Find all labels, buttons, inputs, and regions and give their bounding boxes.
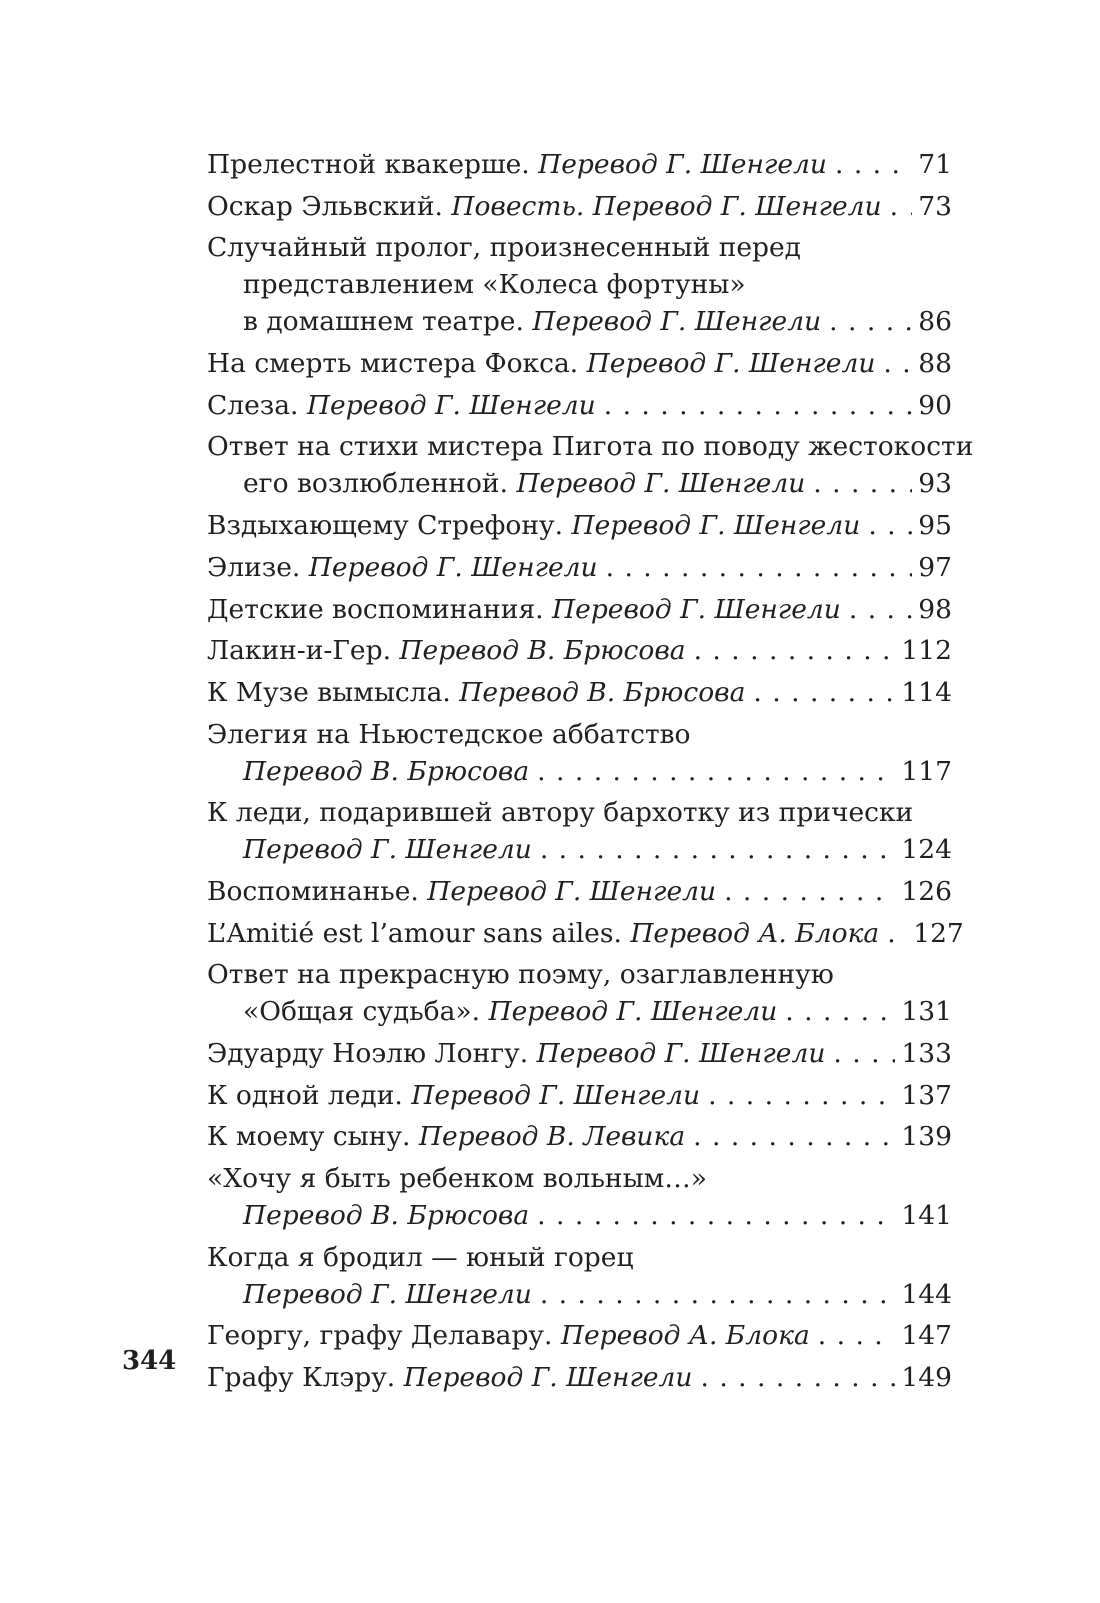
entry-page: 93 [918, 468, 952, 500]
entry-translator: Перевод Г. Шенгели [243, 834, 532, 866]
toc-entry [207, 632, 952, 669]
dot-leader [833, 1035, 895, 1072]
entry-translator: Перевод Г. Шенгели [243, 1278, 532, 1310]
toc-line [207, 753, 952, 790]
entry-title: Случайный пролог, произнесенный перед [207, 232, 801, 264]
entry-page: 88 [918, 348, 952, 380]
toc-entry [207, 1077, 952, 1114]
toc-entry [207, 873, 952, 910]
entry-translator: Перевод Г. Шенгели [306, 389, 596, 421]
entry-translator: Перевод Г. Шенгели [488, 996, 778, 1028]
entry-title: «Общая судьба». [243, 996, 489, 1028]
toc-line [207, 632, 952, 669]
entry-translator: Перевод Г. Шенгели [427, 875, 717, 907]
entry-title: его возлюбленной. [243, 468, 517, 500]
toc-entry [207, 794, 952, 868]
entry-title: К моему сыну. [207, 1121, 419, 1153]
entry-translator: Перевод Г. Шенгели [552, 593, 841, 625]
entry-title: На смерть мистера Фокса. [207, 348, 587, 380]
toc-line [207, 591, 952, 628]
entry-page: 90 [918, 389, 952, 421]
toc-line [207, 188, 952, 225]
entry-page: 112 [901, 635, 952, 667]
entry-title: Ответ на прекрасную поэму, озаглавленную [207, 959, 834, 991]
entry-title: Ответ на стихи мистера Пигота по поводу жестокости [207, 431, 974, 463]
toc-line [207, 303, 952, 340]
entry-page: 144 [901, 1278, 952, 1310]
toc-line [207, 794, 952, 831]
entry-page: 117 [901, 755, 952, 787]
entry-translator: Перевод Г. Шенгели [586, 348, 876, 380]
entry-page: 147 [901, 1320, 952, 1352]
entry-title: Элизе. [207, 551, 309, 583]
dot-leader [887, 915, 907, 952]
toc-entry [207, 507, 952, 544]
dot-leader [708, 1077, 895, 1114]
dot-leader [829, 303, 912, 340]
entry-title: L’Amitié est l’amour sans ailes. [207, 917, 631, 949]
entry-page: 71 [918, 149, 952, 180]
dot-leader [604, 387, 913, 424]
toc-entry [207, 188, 952, 225]
entry-page: 95 [918, 510, 952, 542]
toc-line [207, 1035, 952, 1072]
dot-leader [849, 591, 912, 628]
toc-entry [207, 1035, 952, 1072]
toc-line [207, 1160, 952, 1197]
toc-line [207, 387, 952, 424]
toc-entry [207, 591, 952, 628]
entry-title: Лакин-и-Гер. [207, 635, 400, 667]
entry-translator: Перевод В. Брюсова [243, 755, 530, 787]
entry-page: 73 [918, 190, 952, 222]
entry-translator: Перевод Г. Шенгели [538, 149, 827, 180]
entry-title: Графу Клэру. [207, 1362, 404, 1394]
toc-entry [207, 956, 952, 1030]
dot-leader [540, 831, 896, 868]
dot-leader [785, 993, 895, 1030]
entry-translator: Перевод А. Блока [560, 1320, 810, 1352]
entry-translator: Перевод В. Брюсова [399, 635, 686, 667]
dot-leader [540, 1276, 896, 1313]
toc-entry [207, 146, 952, 183]
toc-line [207, 146, 952, 183]
entry-page: 126 [901, 875, 952, 907]
entry-translator: Перевод Г. Шенгели [403, 1362, 693, 1394]
entry-page: 149 [901, 1362, 952, 1394]
dot-leader [883, 345, 912, 382]
toc-line [207, 674, 952, 711]
entry-page: 127 [913, 917, 964, 949]
toc-line [207, 831, 952, 868]
toc-entry [207, 1359, 952, 1396]
toc-line [207, 1197, 952, 1234]
dot-leader [606, 549, 913, 586]
toc-line [207, 1239, 952, 1276]
page-number: 344 [122, 1346, 177, 1376]
toc-entry [207, 428, 974, 502]
dot-leader [724, 873, 895, 910]
entry-translator: Перевод Г. Шенгели [532, 306, 822, 338]
entry-page: 139 [901, 1121, 952, 1153]
entry-translator: Перевод В. Брюсова [459, 676, 746, 708]
toc-line [207, 428, 974, 465]
entry-page: 98 [918, 593, 952, 625]
toc-line [207, 229, 952, 266]
entry-page: 86 [918, 306, 952, 338]
entry-title: Слеза. [207, 389, 307, 421]
toc-line [207, 716, 952, 753]
entry-title: Элегия на Ньюстедское аббатство [207, 718, 691, 750]
table-of-contents [207, 146, 974, 1396]
dot-leader [694, 632, 896, 669]
dot-leader [890, 188, 913, 225]
entry-title: Оскар Эльвский. [207, 190, 452, 222]
toc-entry [207, 1118, 952, 1155]
entry-title: представлением «Колеса фортуны» [243, 269, 746, 301]
dot-leader [700, 1359, 895, 1396]
dot-leader [835, 146, 912, 183]
entry-page: 141 [901, 1200, 952, 1232]
dot-leader [753, 674, 895, 711]
toc-line [207, 1118, 952, 1155]
dot-leader [818, 1317, 896, 1354]
dot-leader [813, 465, 912, 502]
toc-entry [207, 387, 952, 424]
toc-line [207, 956, 952, 993]
toc-entry [207, 1239, 952, 1313]
toc-line [207, 915, 964, 952]
toc-entry [207, 674, 952, 711]
dot-leader [537, 1197, 895, 1234]
toc-entry [207, 1160, 952, 1234]
entry-translator: Перевод А. Блока [630, 917, 880, 949]
entry-title: в домашнем театре. [243, 306, 533, 338]
entry-translator: Перевод Г. Шенгели [308, 551, 598, 583]
toc-entry [207, 345, 952, 382]
toc-line [207, 993, 952, 1030]
dot-leader [868, 507, 912, 544]
entry-translator: Перевод В. Брюсова [243, 1200, 530, 1232]
entry-title: К одной леди. [207, 1079, 412, 1111]
toc-line [207, 345, 952, 382]
entry-page: 97 [918, 551, 952, 583]
toc-entry [207, 1317, 952, 1354]
toc-line [207, 1359, 952, 1396]
toc-line [207, 873, 952, 910]
entry-translator: Повесть. Перевод Г. Шенгели [451, 190, 882, 222]
entry-translator: Перевод Г. Шенгели [571, 510, 861, 542]
entry-title: Эдуарду Ноэлю Лонгу. [207, 1038, 537, 1069]
entry-page: 114 [901, 676, 952, 708]
entry-title: «Хочу я быть ребенком вольным…» [207, 1163, 707, 1195]
entry-title: Прелестной квакерше. [207, 149, 539, 180]
entry-page: 124 [901, 834, 952, 866]
toc-line [207, 465, 952, 502]
toc-line [207, 1077, 952, 1114]
entry-translator: Перевод В. Левика [418, 1121, 686, 1153]
toc-entry [207, 915, 964, 952]
toc-entry [207, 229, 952, 340]
toc-entry [207, 716, 952, 790]
entry-page: 137 [901, 1079, 952, 1111]
entry-title: Георгу, графу Делавару. [207, 1320, 561, 1352]
toc-entry [207, 549, 952, 586]
entry-title: Воспоминанье. [207, 875, 428, 907]
entry-translator: Перевод Г. Шенгели [536, 1038, 826, 1069]
entry-page: 131 [901, 996, 952, 1028]
toc-line [207, 1276, 952, 1313]
entry-title: Вздыхающему Стрефону. [207, 510, 572, 542]
dot-leader [693, 1118, 895, 1155]
entry-title: Детские воспоминания. [207, 593, 553, 625]
toc-line [207, 266, 952, 303]
dot-leader [537, 753, 895, 790]
toc-line [207, 507, 952, 544]
entry-title: К Музе вымысла. [207, 676, 460, 708]
entry-title: К леди, подарившей автору бархотку из прически [207, 797, 914, 829]
toc-line [207, 1317, 952, 1354]
entry-page: 133 [901, 1038, 952, 1069]
entry-title: Когда я бродил — юный горец [207, 1241, 634, 1273]
toc-line [207, 549, 952, 586]
entry-translator: Перевод Г. Шенгели [411, 1079, 701, 1111]
entry-translator: Перевод Г. Шенгели [516, 468, 806, 500]
